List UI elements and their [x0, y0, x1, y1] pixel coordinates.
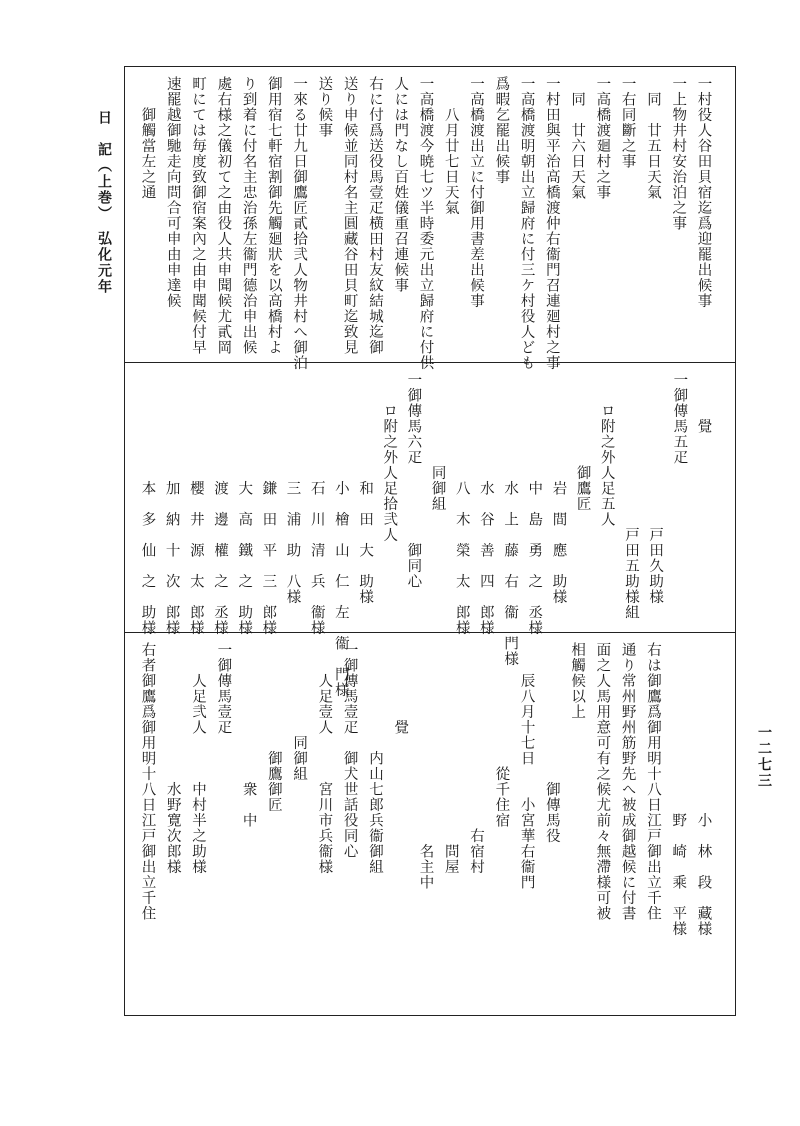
top-band-column: 八月廿七日天氣: [442, 76, 459, 216]
top-band-column: 右に付爲送役馬壹疋横田村友紋結城迄御: [366, 76, 383, 355]
middle-band-column: 加 納 十 次 郎様: [163, 372, 180, 636]
middle-band-column: 和 田 大 助様: [357, 372, 374, 605]
top-band-column: 一右同斷之事: [619, 76, 636, 169]
bottom-band-column: 覺: [392, 642, 409, 735]
middle-band-column: ロ附之外人足拾弐人: [381, 372, 398, 543]
page-number: 一二七三: [756, 725, 772, 789]
bottom-band-column: 内山七郎兵衞御組: [366, 642, 383, 875]
bottom-band-column: 衆 中: [240, 642, 257, 828]
middle-band-column: 覺: [695, 372, 712, 434]
middle-band-column: 戸田久助様: [647, 372, 664, 605]
middle-band-column: 中 島 勇 之 丞様: [526, 372, 543, 636]
top-band-column: 同 廿五日天氣: [644, 76, 661, 200]
bottom-band-column: 水野寛次郎様: [164, 642, 181, 875]
top-band-column: 一高橋渡今暁七ツ半時委元出立歸府に付供: [417, 76, 434, 371]
middle-band-column: 渡 邊 權 之 丞様: [212, 372, 229, 636]
bottom-band-column: 問屋: [442, 642, 459, 875]
top-band-column: 一上物井村安治泊之事: [670, 76, 687, 231]
top-band-column: 一高橋渡出立に付御用書差出候事: [468, 76, 485, 309]
middle-band-column: ロ附之外人足五人: [598, 372, 615, 527]
bottom-band-column: 辰八月十七日 小宮華右衞門: [518, 642, 535, 890]
top-band-column: 送り申候並同村名主圓藏谷田貝町迄致見: [341, 76, 358, 355]
bottom-band-column: 通り常州野州筋野先へ被成御越候に付書: [619, 642, 636, 921]
middle-band-column: 八 木 榮 太 郎様: [453, 372, 470, 636]
top-band-column: 御用宿七軒宿割御先觸廻狀を以高橋村よ: [265, 76, 282, 355]
middle-band-column: 岩 間 應 助様: [550, 372, 567, 605]
middle-band-column: 水 谷 善 四 郎様: [477, 372, 494, 636]
top-band-column: 速罷越御馳走向問合可申由申達候: [164, 76, 181, 309]
bottom-band-column: 右宿村: [468, 642, 485, 875]
middle-band-column: 櫻 井 源 太 郎様: [187, 372, 204, 636]
bottom-band-column: 人足壹人 宮川市兵衞様: [316, 642, 333, 875]
bottom-band-column: 從千住宿: [493, 642, 510, 828]
bottom-band-column: 一御傳馬壹疋: [215, 642, 232, 735]
middle-band-column: 水 上 藤 右 衞 門様: [502, 372, 519, 667]
middle-band-column: 御鷹匠: [574, 372, 591, 512]
top-band-column: 同 廿六日天氣: [569, 76, 586, 200]
top-band-column: り到着に付名主忠治孫左衞門德治申出候: [240, 76, 257, 355]
bottom-band-column: 野 崎 乘 平様: [670, 642, 687, 937]
top-band-column: 一來る廿九日御鷹匠貳拾弐人物井村へ御泊: [291, 76, 308, 371]
top-band-column: 一村役人谷田貝宿迄爲迎罷出候事: [695, 76, 712, 309]
top-band-column: 處右様之儀初て之由役人共申聞候尤貳岡: [215, 76, 232, 355]
top-band-column: 送り候事: [316, 76, 333, 138]
bottom-band-column: 人足弐人 中村半之助様: [190, 642, 207, 875]
bottom-band-column: 小 林 段 藏様: [695, 642, 712, 937]
middle-band-column: 三 浦 助 八様: [284, 372, 301, 605]
middle-band-column: 鎌 田 平 三 郎様: [260, 372, 277, 636]
top-band-column: 御觸當左之通: [139, 76, 156, 200]
middle-band-column: 同御組: [429, 372, 446, 512]
middle-band-column: 本 多 仙 之 助様: [139, 372, 156, 636]
bottom-band-column: 相觸候以上: [569, 642, 586, 720]
page-running-header: 日 記（上巻） 弘化元年: [96, 110, 112, 295]
bottom-band-column: 一御傳馬壹疋 御犬世話役同心: [341, 642, 358, 859]
middle-band-column: 石 川 清 兵 衞様: [308, 372, 325, 636]
bottom-band-column: 右は御鷹爲御用明十八日江戸御出立千住: [644, 642, 661, 921]
bottom-band-column: 名主中: [417, 642, 434, 890]
bottom-band-column: 右者御鷹爲御用明十八日江戸御出立千住: [139, 642, 156, 921]
middle-band-column: 戸田五助様組: [622, 372, 639, 620]
bottom-band-column: 御傳馬役: [543, 642, 560, 844]
middle-band-column: 小 檜 山 仁 左 衞 門様: [332, 372, 349, 698]
top-band-column: 一高橋渡明朝出立歸府に付三ケ村役人ども: [518, 76, 535, 371]
middle-band-column: 大 高 鐵 之 助様: [236, 372, 253, 636]
top-band-column: 一高橋渡廻村之事: [594, 76, 611, 200]
top-band-column: 一村田與平治高橋渡仲右衞門召連廻村之事: [543, 76, 560, 371]
bottom-band-column: 同御組: [291, 642, 308, 782]
bottom-band-column: 面之人馬用意可有之候尤前々無滯様可被: [594, 642, 611, 921]
top-band-column: 爲暇乞罷出候事: [493, 76, 510, 185]
top-band-column: 町にては毎度致御宿案內之由申聞候付早: [190, 76, 207, 355]
top-band-column: 人には門なし百姓儀重召連候事: [392, 76, 409, 293]
middle-band-column: 一御傳馬六疋 御同心: [405, 372, 422, 589]
middle-band-column: 一御傳馬五疋: [671, 372, 688, 465]
bottom-band-column: 御鷹御匠: [265, 642, 282, 813]
